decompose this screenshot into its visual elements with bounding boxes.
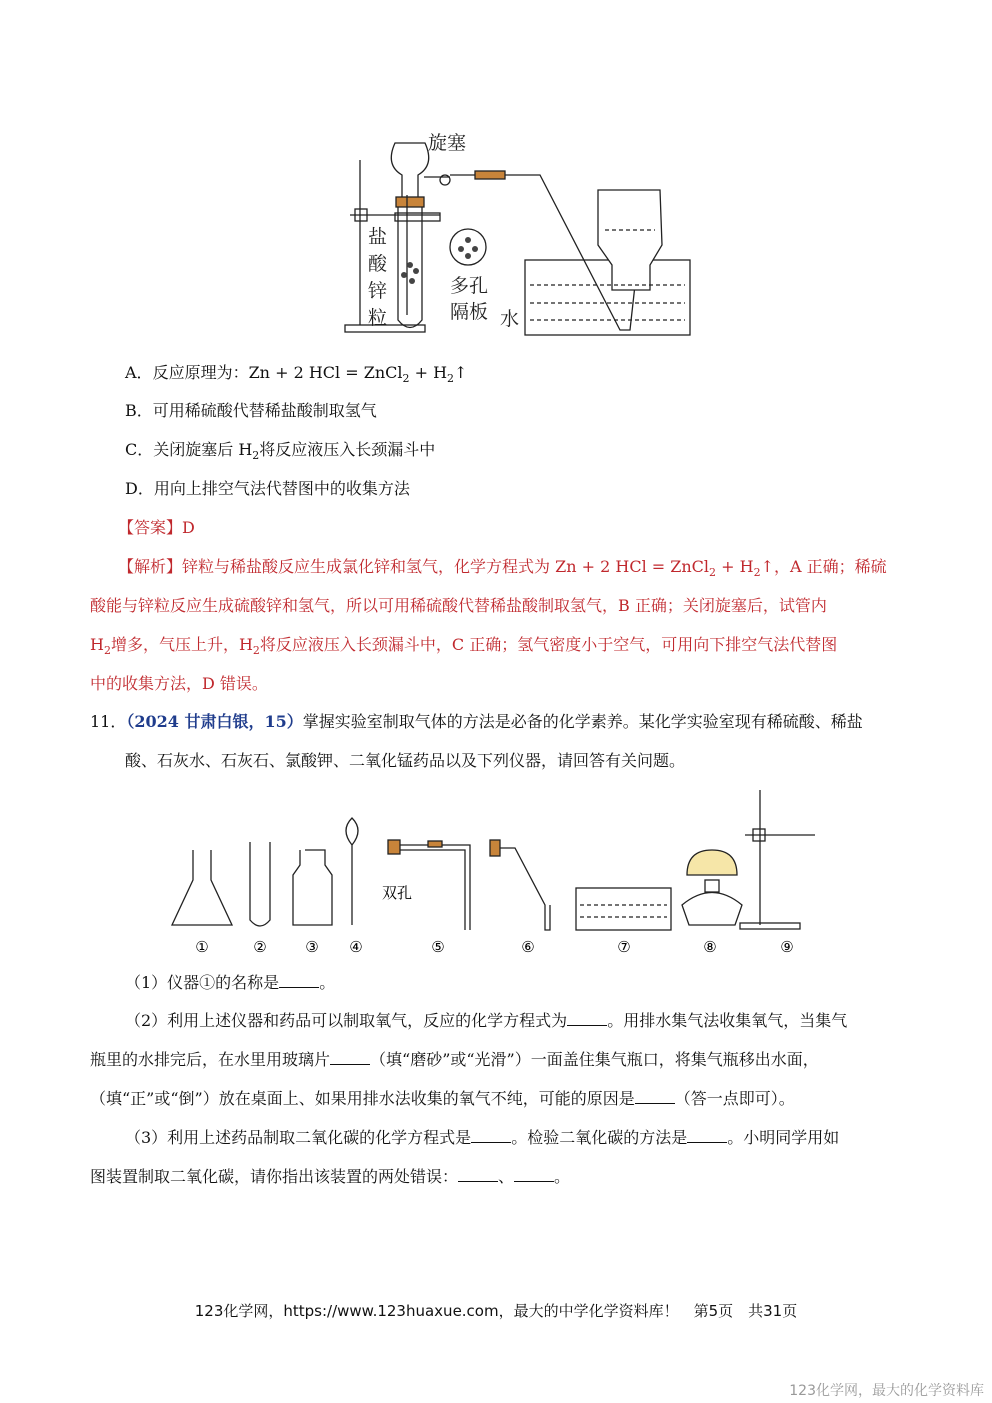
answer-blank[interactable] xyxy=(458,1167,498,1182)
label-acid: 盐 xyxy=(368,226,388,248)
sub-question-1: （1）仪器①的名称是 。 xyxy=(125,973,336,992)
instrument-number: ⑥ xyxy=(521,938,535,956)
sub-question-3-line-2: 图装置制取二氧化碳，请你指出该装置的两处错误： 、 。 xyxy=(90,1167,571,1186)
answer-blank[interactable] xyxy=(687,1128,727,1143)
instrument-number: ③ xyxy=(305,938,319,956)
question-11-line-2: 酸、石灰水、石灰石、氯酸钾、二氧化锰药品以及下列仪器，请回答有关问题。 xyxy=(125,751,686,770)
sub-question-2-line-1: （2）利用上述仪器和药品可以制取氧气，反应的化学方程式为 。用排水集气法收集氧气，当集气 xyxy=(125,1011,848,1030)
answer-blank[interactable] xyxy=(514,1167,554,1182)
label-acid: 酸 xyxy=(368,253,388,275)
watermark: 123化学网，最大的化学资料库 xyxy=(789,1383,984,1399)
label-water: 水 xyxy=(500,308,520,330)
label-double-hole: 双孔 xyxy=(382,884,413,902)
label-porous-plate: 隔板 xyxy=(450,301,489,323)
instrument-number: ⑤ xyxy=(431,938,445,956)
label-zinc: 锌 xyxy=(368,280,388,302)
sub-question-3-line-1: （3）利用上述药品制取二氧化碳的化学方程式是 。检验二氧化碳的方法是 。小明同学用如 xyxy=(125,1128,840,1147)
instrument-number: ② xyxy=(253,938,267,956)
analysis-line-1: 【解析】锌粒与稀盐酸反应生成氯化锌和氢气，化学方程式为 Zn + 2 HCl = ZnCl$_2$ + $H_2↑$，A 正确；稀硫 xyxy=(118,557,887,580)
sub-question-2-line-3: （填“正”或“倒”）放在桌面上、如果用排水法收集的氧气不纯，可能的原因是 （答一点即可）。 xyxy=(90,1089,795,1108)
label-zinc: 粒 xyxy=(368,307,388,329)
instrument-number: ⑧ xyxy=(703,938,717,956)
option-c: C．关闭旋塞后 $H_2$将反应液压入长颈漏斗中 xyxy=(125,440,436,463)
answer-blank[interactable] xyxy=(279,973,319,988)
question-11-line-1: 11．（2024 甘肃白银，15）掌握实验室制取气体的方法是必备的化学素养。某化学实验室现有稀硫酸、稀盐 xyxy=(90,712,863,731)
instrument-number: ④ xyxy=(349,938,363,956)
instrument-number: ⑨ xyxy=(780,938,794,956)
instruments-figure xyxy=(160,790,840,965)
analysis-line-2: 酸能与锌粒反应生成硫酸锌和氢气，所以可用稀硫酸代替稀盐酸制取氢气，B 正确；关闭旋塞后，试管内 xyxy=(90,596,827,615)
answer-blank[interactable] xyxy=(330,1050,370,1065)
hydrogen-apparatus-figure xyxy=(340,125,700,340)
label-porous-plate: 多孔 xyxy=(450,275,489,297)
answer: 【答案】D xyxy=(118,518,195,537)
answer-blank[interactable] xyxy=(567,1011,607,1026)
option-b: B．可用稀硫酸代替稀盐酸制取氢气 xyxy=(125,401,377,420)
option-d: D．用向上排空气法代替图中的收集方法 xyxy=(125,479,410,498)
option-a: A．反应原理为：Zn + 2 HCl = ZnCl$_2$ + $H_2↑$ xyxy=(125,363,468,386)
answer-blank[interactable] xyxy=(471,1128,511,1143)
label-stopcock: 旋塞 xyxy=(428,132,467,154)
answer-blank[interactable] xyxy=(635,1089,675,1104)
sub-question-2-line-2: 瓶里的水排完后，在水里用玻璃片 （填“磨砂”或“光滑”）一面盖住集气瓶口，将集气瓶移出水面， xyxy=(90,1050,819,1069)
analysis-line-3: $H_2$增多，气压上升，$H_2$将反应液压入长颈漏斗中，C 正确；氢气密度小于空气，可用向下排空气法代替图 xyxy=(90,635,838,658)
instrument-number: ① xyxy=(195,938,209,956)
page-footer: 123化学网，https://www.123huaxue.com，最大的中学化学资料库！ 第5页 共31页 xyxy=(194,1302,798,1320)
analysis-line-4: 中的收集方法，D 错误。 xyxy=(90,674,268,693)
instrument-number: ⑦ xyxy=(617,938,631,956)
